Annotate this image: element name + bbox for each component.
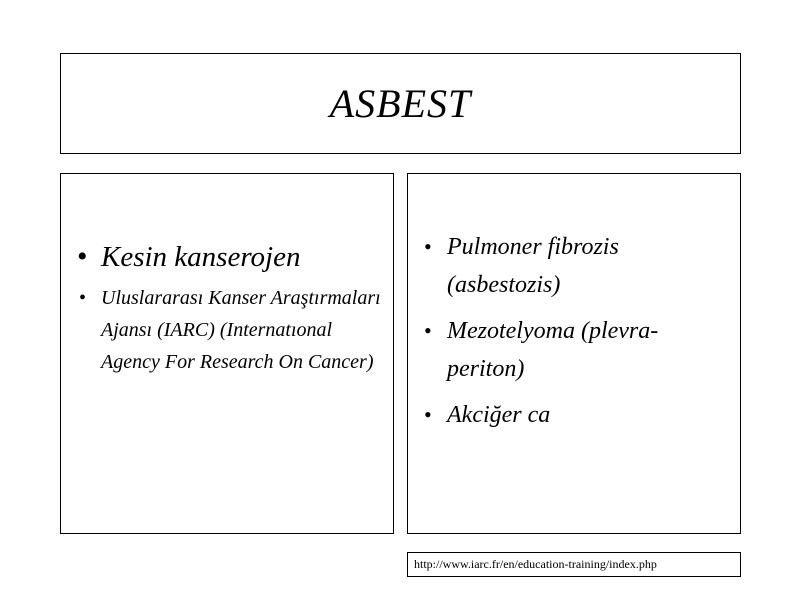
right-panel [407, 173, 741, 534]
right-bullet-list [422, 228, 732, 442]
list-item-text: Pulmoner fibrozis (asbestozis) [447, 234, 619, 298]
slide-title: ASBEST [329, 81, 472, 126]
source-url: http://www.iarc.fr/en/education-training/index.php [414, 557, 657, 571]
bullet-icon: • [79, 287, 87, 309]
list-item-text: Akciğer ca [447, 402, 551, 428]
list-item [75, 240, 385, 274]
bullet-icon: • [424, 318, 432, 343]
list-item-text: Mezotelyoma (plevra-periton) [447, 318, 659, 382]
bullet-icon: • [77, 240, 88, 273]
list-item [75, 282, 385, 378]
title-box [60, 53, 741, 154]
list-item-text: Kesin kanserojen [101, 241, 301, 273]
bullet-icon: • [424, 402, 432, 427]
list-item [422, 312, 732, 388]
list-item [422, 396, 732, 434]
list-item [422, 228, 732, 304]
bullet-icon: • [424, 234, 432, 259]
list-item-text: Uluslararası Kanser Araştırmaları Ajansı (IARC) (Internatıonal Agency For Research On Cancer) [101, 287, 381, 373]
source-url-box [407, 552, 741, 577]
left-panel [60, 173, 394, 534]
left-bullet-list [75, 240, 385, 378]
